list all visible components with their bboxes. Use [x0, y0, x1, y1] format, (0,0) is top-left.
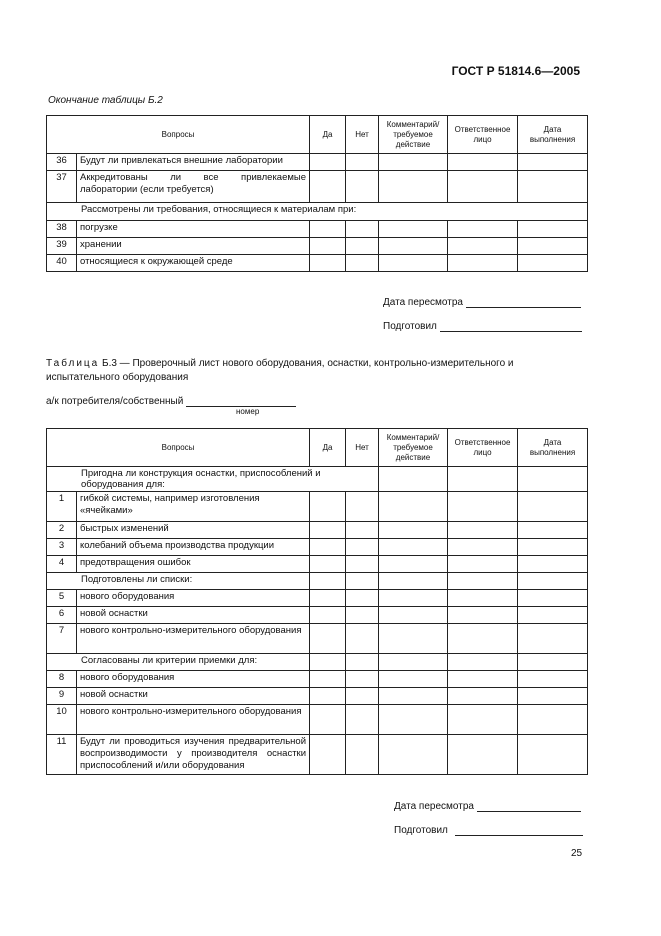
table-row	[47, 492, 588, 522]
table-row	[47, 688, 588, 705]
review-date-b3	[394, 801, 581, 812]
section-row	[47, 573, 588, 590]
row-number: 8	[47, 671, 77, 688]
col-header-comment: Комментарий/ требуемое действие	[379, 116, 448, 154]
table-row	[47, 705, 588, 735]
row-question: нового контрольно-измерительного оборудования	[77, 705, 310, 735]
col-header-questions: Вопросы	[47, 116, 310, 154]
section-row	[47, 654, 588, 671]
section-title: Согласованы ли критерии приемки для:	[47, 654, 310, 671]
review-date-line	[477, 801, 581, 812]
col-header-yes: Да	[310, 116, 346, 154]
row-question: новой оснастки	[77, 688, 310, 705]
table-row	[47, 539, 588, 556]
prepared-by-line	[455, 825, 583, 836]
row-question: Будут ли привлекаться внешние лаборатории	[77, 154, 310, 171]
table-row	[47, 255, 588, 272]
row-question: колебаний объема производства продукции	[77, 539, 310, 556]
row-question: гибкой системы, например изготовления «ячейками»	[77, 492, 310, 522]
owner-line	[186, 396, 296, 407]
row-question: нового оборудования	[77, 671, 310, 688]
table-b3-caption-prefix: Таблица	[46, 358, 100, 369]
prepared-by-b3	[394, 825, 583, 836]
row-question: нового контрольно-измерительного оборудования	[77, 624, 310, 654]
row-number: 10	[47, 705, 77, 735]
col-header-responsible: Ответственное лицо	[448, 116, 518, 154]
row-number: 4	[47, 556, 77, 573]
page-number: 25	[571, 848, 583, 859]
col-header-date: Дата выполнения	[518, 429, 588, 467]
section-row	[47, 467, 588, 492]
owner-field	[46, 396, 296, 407]
row-question: нового оборудования	[77, 590, 310, 607]
row-question: Будут ли проводиться изучения предварительной воспроизводимости у производителя оснастки приспособлений и/или оборудования	[77, 735, 310, 775]
col-header-responsible: Ответственное лицо	[448, 429, 518, 467]
row-question: быстрых изменений	[77, 522, 310, 539]
table-row	[47, 171, 588, 203]
row-number: 5	[47, 590, 77, 607]
table-row	[47, 735, 588, 775]
row-number: 2	[47, 522, 77, 539]
table-row	[47, 238, 588, 255]
row-number: 7	[47, 624, 77, 654]
table-row	[47, 607, 588, 624]
table-row	[47, 671, 588, 688]
section-title: Подготовлены ли списки:	[47, 573, 310, 590]
document-id: ГОСТ Р 51814.6—2005	[451, 64, 580, 78]
table-row	[47, 522, 588, 539]
section-row	[47, 203, 588, 221]
table-row	[47, 590, 588, 607]
col-header-comment: Комментарий/ требуемое действие	[379, 429, 448, 467]
row-question: предотвращения ошибок	[77, 556, 310, 573]
row-number: 11	[47, 735, 77, 775]
table-row	[47, 221, 588, 238]
review-date-label: Дата пересмотра	[394, 801, 474, 812]
prepared-by-label: Подготовил	[394, 825, 448, 836]
owner-label: а/к потребителя/собственный	[46, 396, 184, 407]
row-question: погрузке	[77, 221, 310, 238]
row-number: 38	[47, 221, 77, 238]
table-row	[47, 624, 588, 654]
row-number: 39	[47, 238, 77, 255]
col-header-questions: Вопросы	[47, 429, 310, 467]
table-row	[47, 154, 588, 171]
review-date-label: Дата пересмотра	[383, 297, 463, 308]
col-header-yes: Да	[310, 429, 346, 467]
review-date-line	[466, 297, 581, 308]
row-number: 6	[47, 607, 77, 624]
row-question: новой оснастки	[77, 607, 310, 624]
col-header-no: Нет	[346, 429, 379, 467]
table-b3-caption	[46, 357, 587, 384]
table-b2	[46, 115, 588, 272]
table-b3	[46, 428, 588, 775]
review-date-b2	[383, 297, 581, 308]
col-header-date: Дата выполнения	[518, 116, 588, 154]
table-b3-caption-text: Б.3 — Проверочный лист нового оборудования, оснастки, контрольно-измерительного и испытательного оборудования	[46, 358, 514, 383]
section-title: Рассмотрены ли требования, относящиеся к материалам при:	[47, 203, 588, 221]
prepared-by-line	[440, 321, 582, 332]
row-number: 37	[47, 171, 77, 203]
row-number: 3	[47, 539, 77, 556]
col-header-no: Нет	[346, 116, 379, 154]
row-number: 36	[47, 154, 77, 171]
section-title: Пригодна ли конструкция оснастки, приспособлений и оборудования для:	[47, 467, 379, 492]
row-question: хранении	[77, 238, 310, 255]
prepared-by-b2	[383, 321, 582, 332]
row-question: Аккредитованы ли все привлекаемые лаборатории (если требуется)	[77, 171, 310, 203]
owner-sub-label: номер	[236, 407, 260, 416]
row-number: 9	[47, 688, 77, 705]
row-number: 1	[47, 492, 77, 522]
table-row	[47, 556, 588, 573]
row-question: относящиеся к окружающей среде	[77, 255, 310, 272]
table-b2-caption: Окончание таблицы Б.2	[48, 95, 163, 106]
row-number: 40	[47, 255, 77, 272]
prepared-by-label: Подготовил	[383, 321, 437, 332]
